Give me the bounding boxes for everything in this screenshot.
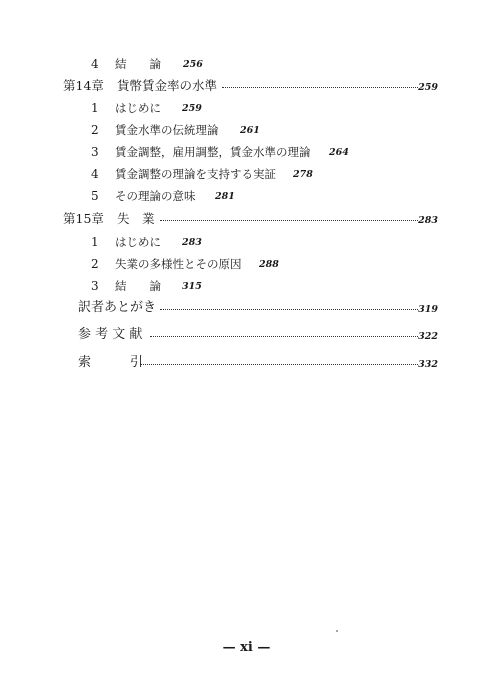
section-page-number: 259 [182, 103, 202, 114]
section-page-number: 315 [182, 281, 202, 292]
section-number: 1 [91, 101, 99, 115]
section-title: 結 論 [115, 279, 161, 293]
section-page-number: 283 [182, 237, 202, 248]
dot-leader [150, 335, 418, 337]
section-page-number: 288 [259, 259, 279, 270]
section-number: 2 [91, 257, 99, 271]
section-page-number: 256 [183, 59, 203, 70]
section-title: はじめに [115, 101, 161, 115]
section-page-number: 264 [329, 147, 349, 158]
back-matter-page-number: 319 [418, 304, 438, 315]
section-title: はじめに [115, 235, 161, 249]
section-number: 3 [91, 145, 99, 159]
section-page-number: 278 [293, 169, 313, 180]
dot-leader [160, 308, 418, 310]
section-title: 賃金調整の理論を支持する実証 [115, 167, 276, 181]
section-title: 失業の多様性とその原因 [115, 257, 242, 271]
chapter-title: 貨幣賃金率の水準 [117, 78, 218, 93]
scan-speck [336, 630, 338, 632]
back-matter-title: 参 考 文 献 [78, 327, 143, 342]
section-page-number: 261 [240, 125, 260, 136]
section-number: 4 [91, 167, 99, 181]
back-matter-title: 索 引 [78, 355, 144, 370]
chapter-page-number: 283 [418, 215, 438, 226]
footer-page-number: — xi — [222, 640, 271, 655]
section-number: 3 [91, 279, 99, 293]
chapter-title: 失 業 [117, 211, 155, 226]
dot-leader [140, 363, 418, 365]
section-title: その理論の意味 [115, 189, 196, 203]
section-title: 賃金調整，雇用調整，賃金水準の理論 [115, 145, 311, 159]
section-title: 結 論 [115, 57, 161, 71]
chapter-page-number: 259 [418, 82, 438, 93]
section-number: 5 [91, 189, 99, 203]
chapter-label: 第15章 [63, 211, 104, 226]
back-matter-page-number: 322 [418, 331, 438, 342]
section-number: 4 [91, 57, 99, 71]
dot-leader [222, 86, 418, 88]
section-number: 2 [91, 123, 99, 137]
dot-leader [160, 219, 418, 221]
back-matter-title: 訳者あとがき [78, 300, 157, 315]
back-matter-page-number: 332 [418, 359, 438, 370]
section-number: 1 [91, 235, 99, 249]
section-title: 賃金水準の伝統理論 [115, 123, 219, 137]
section-page-number: 281 [215, 191, 235, 202]
chapter-label: 第14章 [63, 78, 104, 93]
